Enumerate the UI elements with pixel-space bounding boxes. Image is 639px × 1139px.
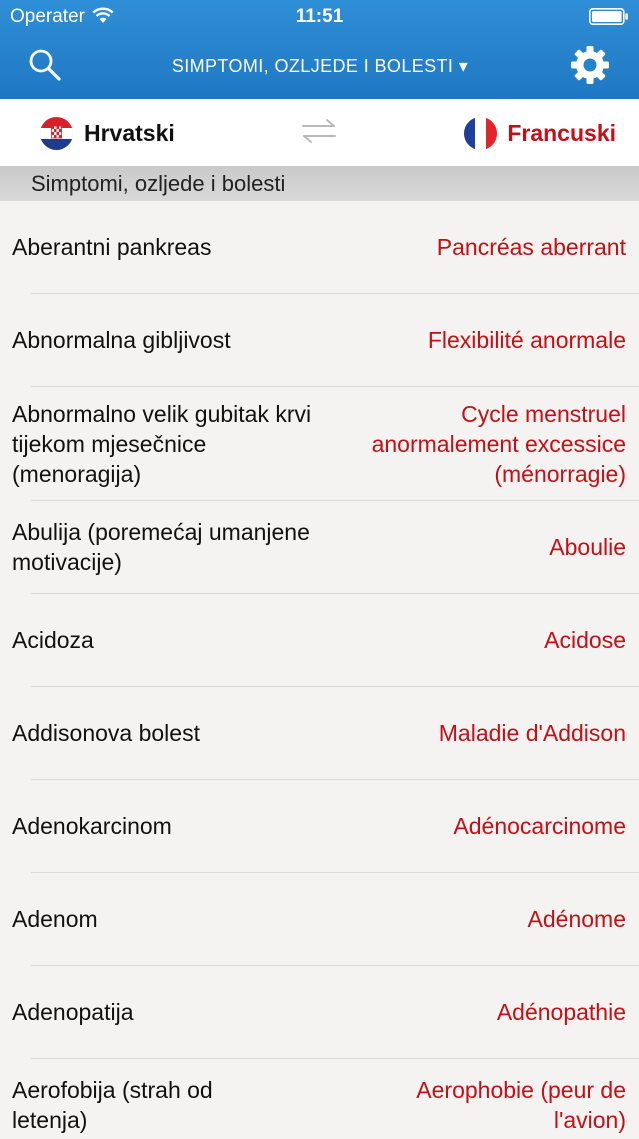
source-language-button[interactable]	[40, 115, 175, 151]
list-item[interactable]	[0, 780, 639, 873]
category-selector[interactable]: SIMPTOMI, OZLJEDE I BOLESTI ▾	[171, 56, 469, 76]
source-text: Abnormalna gibljivost	[12, 327, 231, 353]
france-flag-icon	[464, 117, 497, 150]
list-item[interactable]	[0, 294, 639, 387]
status-bar	[0, 0, 639, 32]
status-time: 11:51	[295, 6, 344, 27]
croatia-flag-icon	[40, 117, 73, 150]
target-language-button[interactable]	[464, 115, 616, 151]
target-text: Aboulie	[549, 534, 626, 560]
source-language-label: Hrvatski	[84, 119, 175, 146]
target-text: Cycle menstruel anormalement excessice (ménorragie)	[371, 401, 626, 487]
carrier-name: Operater	[10, 6, 85, 27]
list-item[interactable]	[0, 687, 639, 780]
target-text: Adénopathie	[496, 999, 626, 1025]
source-text: Abulija (poremećaj umanjene motivacije)	[12, 519, 310, 575]
source-text: Aberantni pankreas	[12, 234, 212, 260]
list-item[interactable]	[0, 966, 639, 1059]
target-language-label: Francuski	[507, 119, 616, 146]
target-text: Flexibilité anormale	[427, 327, 626, 353]
battery-icon	[589, 8, 629, 25]
list-item[interactable]	[0, 201, 639, 294]
source-text: Adenom	[12, 906, 98, 932]
section-header	[0, 166, 639, 201]
list-item[interactable]	[0, 594, 639, 687]
navigation-bar	[0, 0, 639, 99]
list-item[interactable]	[0, 873, 639, 966]
source-text: Adenokarcinom	[12, 813, 172, 839]
target-text: Acidose	[544, 627, 626, 653]
list-item[interactable]	[0, 387, 639, 501]
source-text: Aerofobija (strah od letenja)	[12, 1077, 213, 1133]
source-text: Addisonova bolest	[12, 720, 200, 746]
target-text: Adénocarcinome	[453, 813, 626, 839]
target-text: Adénome	[527, 906, 626, 932]
source-text: Acidoza	[12, 627, 94, 653]
target-text: Pancréas aberrant	[436, 234, 626, 260]
source-text: Abnormalno velik gubitak krvi tijekom mjesečnice (menoragija)	[12, 401, 312, 487]
phrase-list	[0, 201, 639, 1139]
list-item[interactable]	[0, 1059, 639, 1139]
target-text: Aerophobie (peur de l'avion)	[416, 1077, 626, 1133]
source-text: Adenopatija	[12, 999, 134, 1025]
section-title: Simptomi, ozljede i bolesti	[31, 171, 286, 196]
search-icon[interactable]	[28, 48, 62, 82]
target-text: Maladie d'Addison	[438, 720, 626, 746]
gear-icon[interactable]	[570, 45, 610, 85]
swap-arrows-icon[interactable]	[301, 117, 337, 145]
list-item[interactable]	[0, 501, 639, 594]
